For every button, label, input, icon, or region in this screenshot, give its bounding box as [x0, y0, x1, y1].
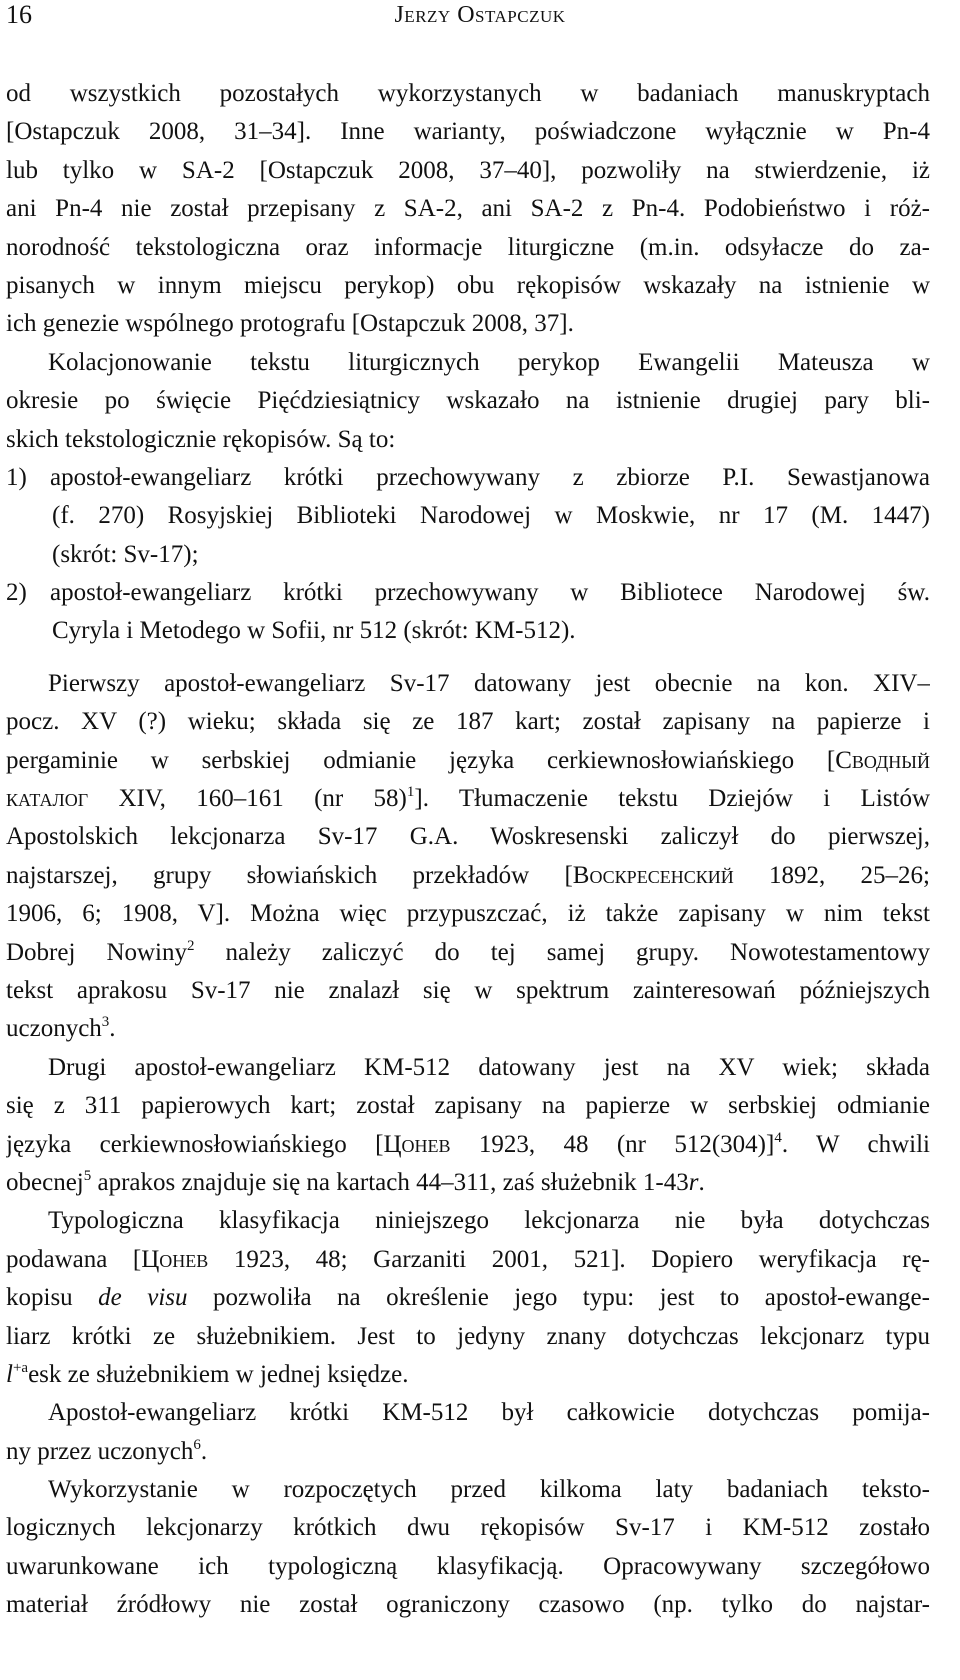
text-line: ich genezie wspólnego protografu [Ostapczuk 2008, 37].	[6, 310, 574, 338]
page-header	[0, 0, 960, 40]
list-item-text: apostoł-ewangeliarz krótki przechowywany z zbiorze P.I. Sewastjanowa	[50, 463, 930, 491]
list-number: 2)	[6, 579, 27, 607]
text-line: (skrót: Sv-17);	[52, 540, 199, 568]
footnote-ref[interactable]: 3	[101, 1014, 110, 1031]
running-title: Jerzy Ostapczuk	[394, 2, 566, 28]
text-line: Cyryla i Metodego w Sofii, nr 512 (skrót: KM-512).	[52, 617, 576, 645]
text-line: Kolacjonowanie tekstu liturgicznych perykop Ewangelii Mateusza w	[48, 348, 930, 376]
text-line: skich tekstologicznie rękopisów. Są to:	[6, 425, 396, 453]
text-line: uczonych$^3$.	[6, 1014, 116, 1043]
text-line: Wykorzystanie w rozpoczętych przed kilkoma laty badaniach teksto-	[48, 1476, 930, 1504]
text-line: liarz krótki ze służebnikiem. Jest to jedyny znany dotychczas lekcjonarz typu	[6, 1322, 930, 1350]
page-number: 16	[6, 0, 32, 29]
cyrillic-citation: Цонев	[141, 1245, 209, 1273]
text-line: Dobrej Nowiny$^2$ należy zaliczyć do tej samej grupy. Nowotestamentowy	[6, 937, 930, 966]
text-line: ny przez uczonych$^6$.	[6, 1436, 208, 1465]
text-line: tekst aprakosu Sv-17 nie znalazł się w spektrum zainteresowań późniejszych	[6, 976, 930, 1004]
text-line: pisanych w innym miejscu perykop) obu rękopisów wskazały na istnienie w	[6, 271, 930, 299]
text-line: каталог XIV, 160–161 (nr 58)$^1$]. Tłumaczenie tekstu Dziejów i Listów	[6, 784, 930, 813]
text-line: logicznych lekcjonarzy krótkich dwu rękopisów Sv-17 i KM-512 zostało	[6, 1514, 930, 1542]
text-line: pocz. XV (?) wieku; składa się ze 187 kart; został zapisany na papierze i	[6, 708, 930, 736]
text-line: od wszystkich pozostałych wykorzystanych w badaniach manuskryptach	[6, 80, 930, 107]
text-line: się z 311 papierowych kart; został zapisany na papierze w serbskiej odmianie	[6, 1092, 930, 1120]
text-line: pergaminie w serbskiej odmianie języka cerkiewnosłowiańskiego [Сводный	[6, 746, 930, 774]
text-line: 1906, 6; 1908, V]. Można więc przypuszczać, iż także zapisany w nim tekst	[6, 900, 930, 928]
text-line: okresie po święcie Pięćdziesiątnicy wskazało na istnienie drugiej pary bli-	[6, 387, 930, 415]
text-line: materiał źródłowy nie został ograniczony czasowo (np. tylko do najstar-	[6, 1591, 930, 1619]
text-line: języka cerkiewnosłowiańskiego [Цонев 1923, 48 (nr 512(304)]$^4$. W chwili	[6, 1129, 930, 1158]
footnote-ref[interactable]: 5	[83, 1167, 92, 1184]
footnote-ref[interactable]: 2	[187, 937, 195, 954]
text-line: lub tylko w SA-2 [Ostapczuk 2008, 37–40], pozwoliły na stwierdzenie, iż	[6, 156, 930, 184]
list-number: 1)	[6, 463, 27, 491]
text-line: uwarunkowane ich typologiczną klasyfikacją. Opracowywany szczegółowo	[6, 1552, 930, 1580]
text-line: Apostolskich lekcjonarza Sv-17 G.A. Woskresenski zaliczył do pierwszej,	[6, 823, 930, 851]
body-text	[6, 75, 930, 1625]
cyrillic-citation: Сводный	[835, 746, 930, 774]
cyrillic-citation: Цонев	[383, 1130, 451, 1158]
text-line: norodność tekstologiczna oraz informacje liturgiczne (m.in. odsyłacze do za-	[6, 233, 930, 261]
footnote-ref[interactable]: 4	[774, 1129, 782, 1146]
text-line: Pierwszy apostoł-ewangeliarz Sv-17 datowany jest obecnie na kon. XIV–	[48, 669, 930, 697]
footnote-ref[interactable]: 1	[406, 784, 415, 801]
list-item	[6, 459, 930, 497]
cyrillic-citation: Воскресенский	[572, 861, 734, 889]
text-line: obecnej$^5$ aprakos znajduje się na kartach 44–311, zaś służebnik 1-43r.	[6, 1167, 705, 1196]
list-item	[6, 574, 930, 612]
text-line: ani Pn-4 nie został przepisany z SA-2, ani SA-2 z Pn-4. Podobieństwo i róż-	[6, 195, 930, 223]
text-line: Typologiczna klasyfikacja niniejszego lekcjonarza nie była dotychczas	[48, 1207, 930, 1235]
list-item-text: apostoł-ewangeliarz krótki przechowywany w Bibliotece Narodowej św.	[50, 579, 930, 607]
text-line: $l^{+a}esk$ ze służebnikiem w jednej księdze.	[6, 1359, 409, 1388]
text-line: Drugi apostoł-ewangeliarz KM-512 datowany jest na XV wiek; składa	[48, 1053, 930, 1081]
text-line: podawana [Цонев 1923, 48; Garzaniti 2001, 521]. Dopiero weryfikacja rę-	[6, 1245, 930, 1273]
text-line: Apostoł-ewangeliarz krótki KM-512 był całkowicie dotychczas pomija-	[48, 1399, 930, 1427]
text-line: kopisu de visu pozwoliła na określenie jego typu: jest to apostoł-ewange-	[6, 1284, 930, 1312]
cyrillic-citation: каталог	[6, 785, 89, 813]
footnote-ref[interactable]: 6	[193, 1436, 201, 1453]
text-line: najstarszej, grupy słowiańskich przekładów [Воскресенский 1892, 25–26;	[6, 861, 930, 889]
text-line: (f. 270) Rosyjskiej Biblioteki Narodowej w Moskwie, nr 17 (M. 1447)	[52, 502, 930, 530]
text-line: [Ostapczuk 2008, 31–34]. Inne warianty, poświadczone wyłącznie w Pn-4	[6, 118, 930, 146]
